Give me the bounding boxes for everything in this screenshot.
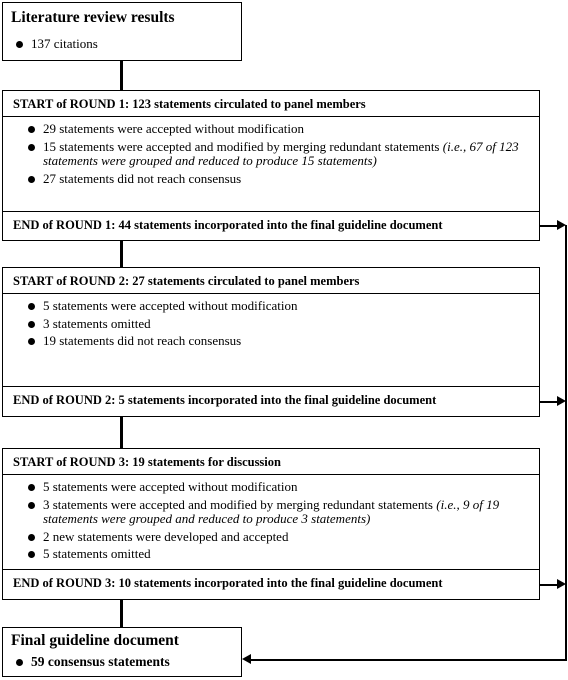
bullet-icon xyxy=(28,551,35,558)
round-2-start: START of ROUND 2: 27 statements circulated to panel members xyxy=(13,274,360,288)
round-1-items xyxy=(27,122,529,189)
bullet-icon xyxy=(28,303,35,310)
bullet-icon xyxy=(28,126,35,133)
bullet-icon xyxy=(28,534,35,541)
round-2-box xyxy=(2,267,540,417)
connector-2 xyxy=(120,241,123,267)
round-1-box xyxy=(2,90,540,241)
list-item: 27 statements did not reach consensus xyxy=(27,172,529,187)
list-item: 3 statements were accepted and modified by merging redundant statements (i.e., 9 of 19 statements were grouped and reduced to produce 3 statements) xyxy=(27,498,529,527)
arrow-line-round-1 xyxy=(540,225,557,227)
final-guideline-box xyxy=(2,627,242,677)
divider xyxy=(3,474,539,475)
bullet-icon xyxy=(28,321,35,328)
divider xyxy=(3,211,539,212)
list-item: 59 consensus statements xyxy=(15,655,170,670)
list-item: 137 citations xyxy=(15,37,98,52)
literature-review-box xyxy=(2,2,242,61)
list-item: 2 new statements were developed and accepted xyxy=(27,530,529,545)
divider xyxy=(3,116,539,117)
literature-items xyxy=(15,37,98,55)
arrow-line-round-3 xyxy=(540,584,557,586)
connector-3 xyxy=(120,417,123,448)
collector-line-vertical xyxy=(565,225,567,660)
final-items xyxy=(15,655,170,673)
list-item: 5 statements were accepted without modification xyxy=(27,480,529,495)
round-2-end: END of ROUND 2: 5 statements incorporated into the final guideline document xyxy=(13,393,437,407)
list-item: 3 statements omitted xyxy=(27,317,529,332)
connector-1 xyxy=(120,61,123,90)
bullet-icon xyxy=(28,502,35,509)
list-item: 29 statements were accepted without modification xyxy=(27,122,529,137)
bullet-icon xyxy=(28,176,35,183)
round-3-box xyxy=(2,448,540,600)
list-item: 15 statements were accepted and modified by merging redundant statements (i.e., 67 of 123 statements were grouped and reduced to produce 15 statements) xyxy=(27,140,529,169)
collector-line-horizontal xyxy=(250,659,567,661)
final-guideline-title: Final guideline document xyxy=(11,632,179,649)
list-item: 5 statements were accepted without modification xyxy=(27,299,529,314)
divider xyxy=(3,293,539,294)
bullet-icon xyxy=(28,338,35,345)
list-item: 5 statements omitted xyxy=(27,547,529,562)
round-3-end: END of ROUND 3: 10 statements incorporated into the final guideline document xyxy=(13,576,443,590)
divider xyxy=(3,386,539,387)
bullet-icon xyxy=(28,484,35,491)
round-3-items xyxy=(27,480,529,565)
round-2-items xyxy=(27,299,529,352)
connector-4 xyxy=(120,600,123,627)
literature-review-title: Literature review results xyxy=(11,9,175,26)
arrow-head-final xyxy=(242,654,251,664)
bullet-icon xyxy=(28,144,35,151)
round-1-end: END of ROUND 1: 44 statements incorporated into the final guideline document xyxy=(13,218,443,232)
divider xyxy=(3,569,539,570)
list-item: 19 statements did not reach consensus xyxy=(27,334,529,349)
bullet-icon xyxy=(16,659,23,666)
arrow-line-round-2 xyxy=(540,401,557,403)
round-3-start: START of ROUND 3: 19 statements for discussion xyxy=(13,455,281,469)
bullet-icon xyxy=(16,41,23,48)
round-1-start: START of ROUND 1: 123 statements circulated to panel members xyxy=(13,97,366,111)
